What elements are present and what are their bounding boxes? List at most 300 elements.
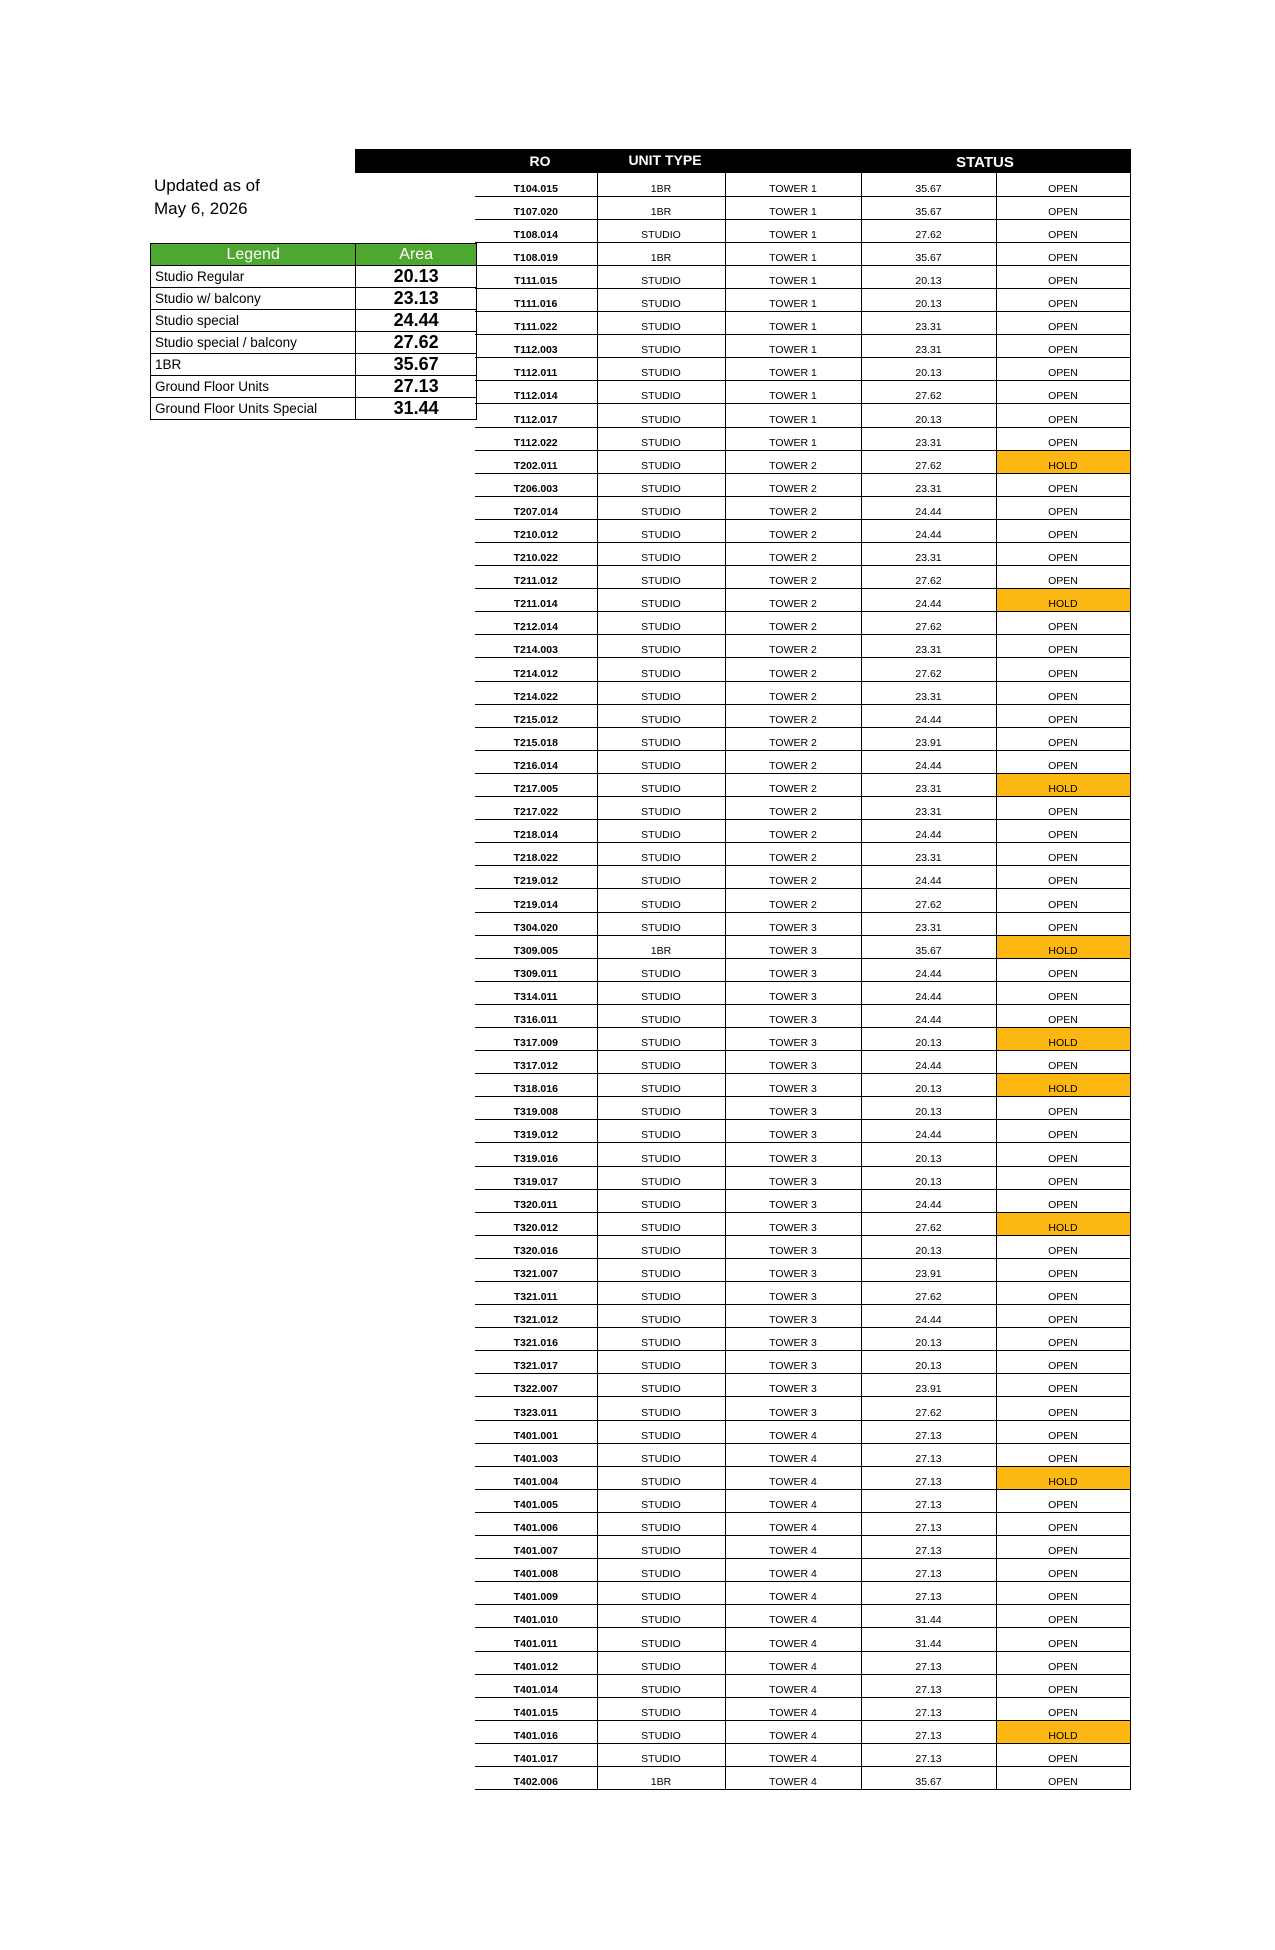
legend-item-name: Studio special / balcony	[151, 332, 356, 354]
unit-tower: TOWER 4	[725, 1674, 861, 1697]
unit-area: 27.13	[861, 1420, 996, 1443]
header-ro: RO	[529, 153, 551, 169]
unit-status: HOLD	[996, 935, 1130, 958]
legend-item-name: Studio special	[151, 310, 356, 332]
table-row	[475, 1536, 1130, 1559]
unit-type: STUDIO	[597, 1235, 725, 1258]
legend-item-area: 31.44	[356, 398, 477, 420]
unit-area: 24.44	[861, 1305, 996, 1328]
unit-type: STUDIO	[597, 727, 725, 750]
unit-ro: T216.014	[475, 750, 597, 773]
unit-area: 27.13	[861, 1720, 996, 1743]
unit-type: STUDIO	[597, 1097, 725, 1120]
unit-ro: T318.016	[475, 1074, 597, 1097]
table-row	[475, 843, 1130, 866]
unit-area: 27.62	[861, 1212, 996, 1235]
table-row	[475, 219, 1130, 242]
table-row	[475, 797, 1130, 820]
unit-type: STUDIO	[597, 404, 725, 427]
unit-ro: T112.011	[475, 358, 597, 381]
unit-tower: TOWER 3	[725, 1374, 861, 1397]
unit-ro: T401.005	[475, 1489, 597, 1512]
unit-tower: TOWER 2	[725, 589, 861, 612]
table-row	[475, 1004, 1130, 1027]
table-row	[475, 958, 1130, 981]
unit-status: OPEN	[996, 265, 1130, 288]
unit-tower: TOWER 1	[725, 242, 861, 265]
unit-status: OPEN	[996, 1766, 1130, 1789]
unit-ro: T401.017	[475, 1743, 597, 1766]
unit-type: STUDIO	[597, 820, 725, 843]
unit-ro: T402.006	[475, 1766, 597, 1789]
legend-item-area: 23.13	[356, 288, 477, 310]
unit-type: STUDIO	[597, 797, 725, 820]
table-row	[475, 496, 1130, 519]
unit-area: 27.62	[861, 450, 996, 473]
unit-ro: T401.015	[475, 1697, 597, 1720]
unit-type: STUDIO	[597, 843, 725, 866]
unit-tower: TOWER 2	[725, 704, 861, 727]
unit-tower: TOWER 3	[725, 1212, 861, 1235]
unit-ro: T219.012	[475, 866, 597, 889]
unit-status: OPEN	[996, 496, 1130, 519]
unit-status: OPEN	[996, 219, 1130, 242]
unit-area: 24.44	[861, 1120, 996, 1143]
unit-area: 27.62	[861, 612, 996, 635]
unit-status: HOLD	[996, 1212, 1130, 1235]
unit-status: OPEN	[996, 1351, 1130, 1374]
unit-area: 27.13	[861, 1651, 996, 1674]
unit-status: HOLD	[996, 1466, 1130, 1489]
unit-status: OPEN	[996, 1235, 1130, 1258]
unit-ro: T112.022	[475, 427, 597, 450]
unit-area: 35.67	[861, 196, 996, 219]
table-row	[475, 1051, 1130, 1074]
table-row	[475, 912, 1130, 935]
unit-ro: T320.011	[475, 1189, 597, 1212]
unit-type: STUDIO	[597, 1628, 725, 1651]
legend-row	[151, 332, 477, 354]
unit-type: STUDIO	[597, 1351, 725, 1374]
unit-tower: TOWER 3	[725, 1351, 861, 1374]
legend-item-name: Ground Floor Units Special	[151, 398, 356, 420]
unit-area: 20.13	[861, 1027, 996, 1050]
unit-ro: T207.014	[475, 496, 597, 519]
table-row	[475, 1189, 1130, 1212]
unit-ro: T321.007	[475, 1258, 597, 1281]
unit-area: 20.13	[861, 358, 996, 381]
unit-ro: T319.017	[475, 1166, 597, 1189]
unit-tower: TOWER 3	[725, 958, 861, 981]
unit-area: 27.13	[861, 1466, 996, 1489]
unit-tower: TOWER 3	[725, 1120, 861, 1143]
unit-type: STUDIO	[597, 866, 725, 889]
unit-ro: T112.014	[475, 381, 597, 404]
unit-type: STUDIO	[597, 750, 725, 773]
unit-ro: T214.003	[475, 635, 597, 658]
table-row	[475, 1120, 1130, 1143]
unit-area: 23.91	[861, 727, 996, 750]
unit-area: 24.44	[861, 589, 996, 612]
table-row	[475, 866, 1130, 889]
table-row	[475, 589, 1130, 612]
unit-tower: TOWER 4	[725, 1720, 861, 1743]
table-row	[475, 288, 1130, 311]
unit-area: 27.62	[861, 219, 996, 242]
table-row	[475, 1097, 1130, 1120]
unit-type: STUDIO	[597, 496, 725, 519]
unit-tower: TOWER 1	[725, 381, 861, 404]
table-row	[475, 1328, 1130, 1351]
unit-ro: T401.014	[475, 1674, 597, 1697]
unit-area: 20.13	[861, 265, 996, 288]
unit-status: OPEN	[996, 1143, 1130, 1166]
unit-status: OPEN	[996, 1282, 1130, 1305]
legend-row	[151, 288, 477, 310]
unit-type: STUDIO	[597, 519, 725, 542]
legend-item-name: Studio w/ balcony	[151, 288, 356, 310]
unit-tower: TOWER 2	[725, 566, 861, 589]
unit-type: STUDIO	[597, 1489, 725, 1512]
unit-type: STUDIO	[597, 1697, 725, 1720]
unit-tower: TOWER 2	[725, 727, 861, 750]
unit-status: OPEN	[996, 704, 1130, 727]
unit-tower: TOWER 1	[725, 288, 861, 311]
table-row	[475, 358, 1130, 381]
table-row	[475, 1489, 1130, 1512]
unit-ro: T210.022	[475, 543, 597, 566]
unit-area: 27.13	[861, 1674, 996, 1697]
unit-status: OPEN	[996, 843, 1130, 866]
unit-ro: T401.012	[475, 1651, 597, 1674]
unit-tower: TOWER 2	[725, 750, 861, 773]
unit-tower: TOWER 1	[725, 196, 861, 219]
unit-tower: TOWER 4	[725, 1697, 861, 1720]
unit-area: 24.44	[861, 750, 996, 773]
unit-ro: T217.022	[475, 797, 597, 820]
unit-ro: T108.019	[475, 242, 597, 265]
unit-area: 27.13	[861, 1559, 996, 1582]
unit-status: OPEN	[996, 1628, 1130, 1651]
unit-tower: TOWER 2	[725, 612, 861, 635]
legend-row	[151, 354, 477, 376]
unit-area: 23.31	[861, 843, 996, 866]
table-row	[475, 1374, 1130, 1397]
unit-type: STUDIO	[597, 889, 725, 912]
unit-area: 35.67	[861, 935, 996, 958]
unit-status: OPEN	[996, 820, 1130, 843]
unit-status: OPEN	[996, 889, 1130, 912]
unit-status: OPEN	[996, 404, 1130, 427]
unit-status: OPEN	[996, 1328, 1130, 1351]
unit-tower: TOWER 3	[725, 912, 861, 935]
unit-type: STUDIO	[597, 219, 725, 242]
unit-area: 35.67	[861, 1766, 996, 1789]
table-row	[475, 173, 1130, 196]
unit-ro: T321.017	[475, 1351, 597, 1374]
unit-area: 23.91	[861, 1374, 996, 1397]
unit-type: STUDIO	[597, 612, 725, 635]
table-row	[475, 1351, 1130, 1374]
unit-tower: TOWER 1	[725, 358, 861, 381]
unit-tower: TOWER 2	[725, 496, 861, 519]
unit-area: 24.44	[861, 519, 996, 542]
table-row	[475, 543, 1130, 566]
unit-status: OPEN	[996, 1489, 1130, 1512]
table-row	[475, 1027, 1130, 1050]
table-row	[475, 1143, 1130, 1166]
unit-type: STUDIO	[597, 1605, 725, 1628]
table-row	[475, 1651, 1130, 1674]
unit-ro: T111.022	[475, 312, 597, 335]
unit-tower: TOWER 1	[725, 173, 861, 196]
unit-tower: TOWER 3	[725, 1004, 861, 1027]
legend-item-area: 35.67	[356, 354, 477, 376]
table-row	[475, 1605, 1130, 1628]
table-row	[475, 335, 1130, 358]
unit-ro: T401.016	[475, 1720, 597, 1743]
unit-type: STUDIO	[597, 1027, 725, 1050]
table-row	[475, 566, 1130, 589]
unit-status: OPEN	[996, 473, 1130, 496]
unit-area: 27.13	[861, 1536, 996, 1559]
table-row	[475, 450, 1130, 473]
unit-tower: TOWER 1	[725, 265, 861, 288]
unit-area: 24.44	[861, 866, 996, 889]
unit-ro: T401.008	[475, 1559, 597, 1582]
unit-area: 27.13	[861, 1512, 996, 1535]
unit-status: OPEN	[996, 288, 1130, 311]
unit-type: STUDIO	[597, 566, 725, 589]
unit-status: OPEN	[996, 1374, 1130, 1397]
unit-status: OPEN	[996, 427, 1130, 450]
table-row	[475, 1258, 1130, 1281]
unit-area: 20.13	[861, 1166, 996, 1189]
unit-ro: T112.017	[475, 404, 597, 427]
unit-type: STUDIO	[597, 473, 725, 496]
unit-area: 20.13	[861, 1097, 996, 1120]
unit-area: 23.31	[861, 773, 996, 796]
unit-type: STUDIO	[597, 1120, 725, 1143]
unit-type: 1BR	[597, 1766, 725, 1789]
unit-ro: T401.007	[475, 1536, 597, 1559]
unit-tower: TOWER 2	[725, 635, 861, 658]
table-row	[475, 1512, 1130, 1535]
table-row	[475, 265, 1130, 288]
header-status: STATUS	[956, 154, 1014, 171]
unit-ro: T212.014	[475, 612, 597, 635]
unit-area: 31.44	[861, 1628, 996, 1651]
table-row	[475, 473, 1130, 496]
unit-tower: TOWER 1	[725, 312, 861, 335]
table-row	[475, 1212, 1130, 1235]
unit-ro: T401.011	[475, 1628, 597, 1651]
unit-ro: T206.003	[475, 473, 597, 496]
unit-status: OPEN	[996, 1582, 1130, 1605]
unit-tower: TOWER 3	[725, 981, 861, 1004]
unit-status: OPEN	[996, 635, 1130, 658]
unit-tower: TOWER 3	[725, 1051, 861, 1074]
legend-row	[151, 310, 477, 332]
unit-status: OPEN	[996, 242, 1130, 265]
unit-tower: TOWER 4	[725, 1466, 861, 1489]
unit-type: 1BR	[597, 196, 725, 219]
unit-tower: TOWER 3	[725, 1166, 861, 1189]
unit-area: 27.62	[861, 1282, 996, 1305]
table-row	[475, 889, 1130, 912]
unit-area: 23.31	[861, 473, 996, 496]
unit-status: HOLD	[996, 1027, 1130, 1050]
table-row	[475, 1743, 1130, 1766]
unit-tower: TOWER 4	[725, 1766, 861, 1789]
unit-type: STUDIO	[597, 1143, 725, 1166]
unit-ro: T319.008	[475, 1097, 597, 1120]
unit-status: HOLD	[996, 1720, 1130, 1743]
unit-status: OPEN	[996, 1097, 1130, 1120]
unit-tower: TOWER 3	[725, 1235, 861, 1258]
unit-tower: TOWER 2	[725, 519, 861, 542]
unit-type: STUDIO	[597, 1212, 725, 1235]
table-row	[475, 1074, 1130, 1097]
unit-tower: TOWER 3	[725, 1328, 861, 1351]
unit-type: STUDIO	[597, 958, 725, 981]
unit-type: STUDIO	[597, 1420, 725, 1443]
table-row	[475, 820, 1130, 843]
unit-area: 27.62	[861, 1397, 996, 1420]
unit-type: STUDIO	[597, 1559, 725, 1582]
unit-status: OPEN	[996, 1743, 1130, 1766]
table-row	[475, 704, 1130, 727]
unit-type: STUDIO	[597, 1536, 725, 1559]
unit-status: HOLD	[996, 589, 1130, 612]
table-row	[475, 1674, 1130, 1697]
unit-tower: TOWER 4	[725, 1582, 861, 1605]
unit-tower: TOWER 2	[725, 543, 861, 566]
unit-tower: TOWER 2	[725, 820, 861, 843]
unit-type: STUDIO	[597, 1720, 725, 1743]
updated-label: Updated as of	[154, 176, 260, 195]
unit-ro: T401.010	[475, 1605, 597, 1628]
unit-tower: TOWER 4	[725, 1489, 861, 1512]
unit-type: STUDIO	[597, 1004, 725, 1027]
unit-area: 35.67	[861, 242, 996, 265]
legend-row	[151, 266, 477, 288]
unit-area: 27.62	[861, 889, 996, 912]
table-row	[475, 681, 1130, 704]
unit-type: STUDIO	[597, 335, 725, 358]
unit-area: 24.44	[861, 1189, 996, 1212]
unit-ro: T321.011	[475, 1282, 597, 1305]
unit-type: STUDIO	[597, 1166, 725, 1189]
legend-item-area: 27.13	[356, 376, 477, 398]
unit-ro: T210.012	[475, 519, 597, 542]
unit-status: OPEN	[996, 681, 1130, 704]
unit-area: 23.31	[861, 797, 996, 820]
unit-status: OPEN	[996, 543, 1130, 566]
unit-ro: T320.016	[475, 1235, 597, 1258]
unit-area: 20.13	[861, 288, 996, 311]
unit-tower: TOWER 4	[725, 1605, 861, 1628]
table-row	[475, 1582, 1130, 1605]
legend-title: Legend	[151, 244, 356, 266]
unit-status: OPEN	[996, 312, 1130, 335]
table-row	[475, 1420, 1130, 1443]
unit-area: 20.13	[861, 1351, 996, 1374]
unit-ro: T104.015	[475, 173, 597, 196]
unit-status: OPEN	[996, 1443, 1130, 1466]
table-row	[475, 1166, 1130, 1189]
unit-area: 23.31	[861, 335, 996, 358]
unit-type: STUDIO	[597, 1374, 725, 1397]
legend-row	[151, 398, 477, 420]
table-row	[475, 1235, 1130, 1258]
unit-type: 1BR	[597, 935, 725, 958]
unit-status: OPEN	[996, 1189, 1130, 1212]
unit-ro: T214.022	[475, 681, 597, 704]
unit-ro: T321.016	[475, 1328, 597, 1351]
unit-type: STUDIO	[597, 265, 725, 288]
unit-status: OPEN	[996, 1697, 1130, 1720]
unit-tower: TOWER 4	[725, 1512, 861, 1535]
unit-ro: T309.011	[475, 958, 597, 981]
table-row	[475, 1397, 1130, 1420]
table-row	[475, 519, 1130, 542]
unit-status: OPEN	[996, 381, 1130, 404]
table-row	[475, 242, 1130, 265]
unit-tower: TOWER 4	[725, 1651, 861, 1674]
updated-date: May 6, 2026	[154, 199, 248, 218]
unit-tower: TOWER 2	[725, 681, 861, 704]
unit-area: 27.13	[861, 1443, 996, 1466]
unit-status: OPEN	[996, 1605, 1130, 1628]
unit-tower: TOWER 3	[725, 1027, 861, 1050]
unit-type: STUDIO	[597, 1743, 725, 1766]
unit-area: 24.44	[861, 820, 996, 843]
unit-ro: T317.012	[475, 1051, 597, 1074]
unit-status: OPEN	[996, 612, 1130, 635]
unit-type: STUDIO	[597, 635, 725, 658]
unit-ro: T401.004	[475, 1466, 597, 1489]
unit-type: STUDIO	[597, 773, 725, 796]
unit-tower: TOWER 3	[725, 1282, 861, 1305]
unit-type: STUDIO	[597, 1189, 725, 1212]
legend-item-area: 20.13	[356, 266, 477, 288]
unit-tower: TOWER 4	[725, 1559, 861, 1582]
unit-ro: T317.009	[475, 1027, 597, 1050]
unit-status: OPEN	[996, 981, 1130, 1004]
table-row	[475, 427, 1130, 450]
legend-area-title: Area	[356, 244, 477, 266]
unit-status: OPEN	[996, 1258, 1130, 1281]
unit-area: 27.62	[861, 658, 996, 681]
unit-type: STUDIO	[597, 1051, 725, 1074]
unit-tower: TOWER 2	[725, 773, 861, 796]
unit-type: STUDIO	[597, 1582, 725, 1605]
table-row	[475, 312, 1130, 335]
table-row	[475, 404, 1130, 427]
unit-status: OPEN	[996, 1559, 1130, 1582]
unit-status: OPEN	[996, 866, 1130, 889]
unit-type: STUDIO	[597, 1328, 725, 1351]
unit-type: STUDIO	[597, 358, 725, 381]
unit-area: 24.44	[861, 1004, 996, 1027]
unit-tower: TOWER 3	[725, 1074, 861, 1097]
unit-area: 23.31	[861, 427, 996, 450]
legend-item-area: 27.62	[356, 332, 477, 354]
unit-status: OPEN	[996, 658, 1130, 681]
unit-area: 20.13	[861, 1328, 996, 1351]
unit-ro: T218.014	[475, 820, 597, 843]
